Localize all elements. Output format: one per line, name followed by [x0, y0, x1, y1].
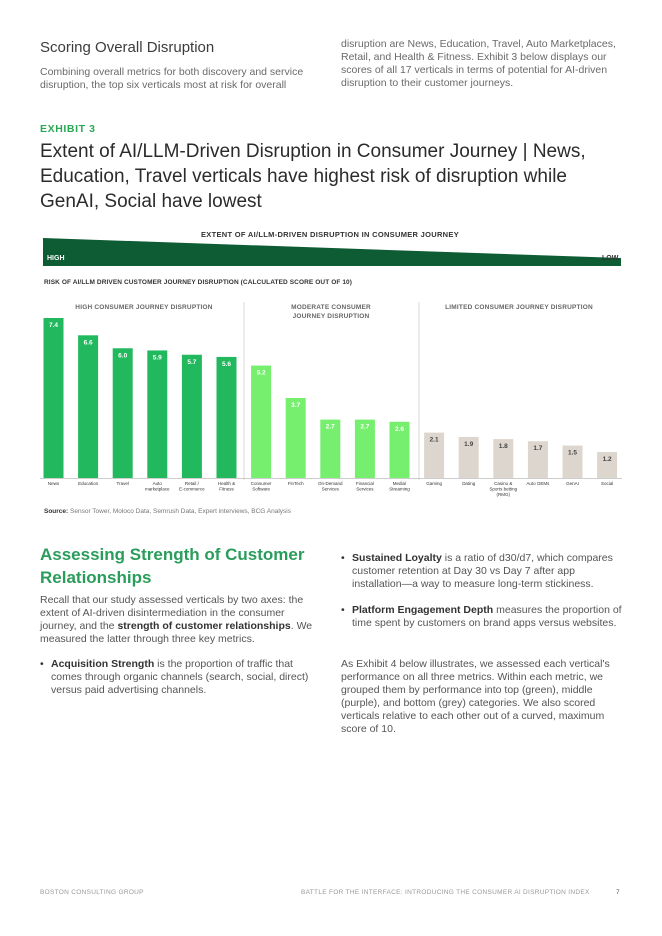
bullet-term: Sustained Loyalty	[352, 552, 442, 564]
group-title-high: HIGH CONSUMER JOURNEY DISRUPTION	[75, 304, 213, 311]
bullet-sustained-loyalty	[341, 552, 626, 592]
bar-value-label: 5.6	[221, 360, 232, 368]
group-title-moderate: MODERATE CONSUMER JOURNEY DISRUPTION	[291, 304, 371, 320]
recall-text-b: . We measured the latter through three key metrics.	[40, 620, 313, 645]
bar-value-label: 5.2	[256, 369, 266, 377]
recall-text-a: Recall that our study assessed verticals by two axes: the extent of AI-driven disintermediation in the consumer journey, and the	[40, 594, 304, 632]
recall-text-bold: strength of customer relationships	[117, 620, 291, 632]
bar	[44, 318, 64, 478]
bar-value-label: 1.5	[567, 449, 578, 457]
category-label: Casino & Sports betting (RMG)	[489, 481, 518, 497]
source-note	[44, 508, 291, 515]
bar-value-label: 6.6	[83, 339, 93, 347]
category-label: GenAI	[566, 481, 579, 486]
source-text: Sensor Tower, Moloco Data, Semrush Data, Expert interviews, BCG Analysis	[68, 508, 291, 515]
footer-report-title: BATTLE FOR THE INTERFACE: INTRODUCING THE CONSUMER AI DISRUPTION INDEX	[301, 889, 590, 896]
source-label: Source:	[44, 508, 69, 515]
bullet-text	[352, 552, 626, 591]
recall-paragraph	[40, 594, 315, 646]
bullet-description: is the proportion of traffic that comes through organic channels (search, social, direct) versus paid advertising channels.	[51, 658, 309, 696]
category-label: Media/ Streaming	[389, 481, 410, 492]
bar	[113, 348, 133, 478]
category-label: Social	[600, 481, 614, 486]
bullet-description: is a ratio of d30/d7, which compares customer retention at Day 30 vs Day 7 after app installation—a way to measure long-term stickiness.	[352, 552, 613, 590]
section-heading-assessing: Assessing Strength of Customer Relationships	[40, 545, 305, 587]
category-label: Financial Services	[355, 481, 374, 492]
category-label: Travel	[116, 481, 129, 486]
category-label: Health & Fitness	[217, 481, 236, 492]
bar-value-label: 2.1	[429, 436, 439, 444]
bullet-text	[51, 658, 320, 697]
bullet-dot: •	[341, 552, 345, 564]
bar-value-label: 2.6	[394, 425, 405, 433]
exhibit-label: EXHIBIT 3	[40, 123, 96, 135]
bullet-dot: •	[40, 658, 44, 670]
bar-value-label: 1.9	[464, 440, 474, 448]
bar-value-label: 3.7	[291, 402, 301, 409]
bar	[78, 335, 98, 478]
bar	[217, 357, 237, 478]
footer-org: BOSTON CONSULTING GROUP	[40, 889, 144, 896]
bullet-description: measures the proportion of time spent by customers on brand apps versus websites.	[352, 604, 622, 629]
category-label: Consumer Software	[250, 481, 272, 492]
bullet-term: Acquisition Strength	[51, 658, 155, 670]
category-label: On-Demand Services	[318, 481, 343, 492]
bar-value-label: 2.7	[360, 423, 370, 431]
bar-value-label: 1.7	[533, 445, 543, 453]
bullet-term: Platform Engagement Depth	[352, 604, 494, 616]
bar	[286, 398, 306, 478]
exhibit4-paragraph: As Exhibit 4 below illustrates, we assessed each vertical's performance on all three metrics. Within each metric, we grouped them by performance into top (green), middle (purple), and bottom (grey) categories. We also scored verticals relative to each other out of a curved, maximum score of 10.	[341, 658, 610, 735]
wedge-title: EXTENT OF AI/LLM-DRIVEN DISRUPTION IN CONSUMER JOURNEY	[200, 230, 460, 239]
bar-value-label: 1.8	[498, 443, 508, 451]
bar	[182, 355, 202, 478]
bar-value-label: 6.0	[118, 352, 128, 360]
section-heading-scoring: Scoring Overall Disruption	[40, 39, 215, 56]
category-label: Dating	[462, 481, 476, 486]
intro-paragraph-right: disruption are News, Education, Travel, Auto Marketplaces, Retail, and Health & Fitness. Exhibit 3 below displays our scores of all 17 verticals in terms of potential for AI-driven disruption to their customer journeys.	[341, 38, 616, 89]
category-label: Auto OEMs	[526, 481, 550, 486]
bar	[251, 366, 271, 478]
bar-value-label: 7.4	[48, 322, 59, 329]
category-label: FinTech	[287, 481, 304, 486]
bar-value-label: 1.2	[602, 456, 612, 464]
bar-value-label: 2.7	[325, 423, 335, 431]
exhibit-title: Extent of AI/LLM-Driven Disruption in Consumer Journey | News, Education, Travel verticals have highest risk of disruption while GenAI, Social have lowest	[40, 141, 586, 212]
bar-value-label: 5.9	[152, 354, 162, 362]
wedge-high-label: HIGH	[47, 255, 65, 262]
chart-title: RISK OF AI/LLM DRIVEN CUSTOMER JOURNEY DISRUPTION (CALCULATED SCORE OUT OF 10)	[44, 279, 353, 286]
category-label: Retail / E-commerce	[179, 481, 205, 492]
bullet-platform-engagement	[341, 604, 626, 644]
intro-paragraph-left: Combining overall metrics for both discovery and service disruption, the top six verticals most at risk for overall	[40, 66, 304, 91]
category-label: Gaming	[426, 481, 442, 486]
bar-value-label: 5.7	[187, 358, 197, 366]
page-number: 7	[616, 889, 620, 896]
bullet-acquisition-strength	[40, 658, 320, 698]
category-label: Auto marketplace	[145, 481, 170, 492]
category-label: Education	[78, 481, 99, 486]
bullet-text	[352, 604, 626, 630]
bullet-dot: •	[341, 604, 345, 616]
group-title-limited: LIMITED CONSUMER JOURNEY DISRUPTION	[445, 304, 593, 311]
wedge-low-label: LOW	[602, 255, 619, 262]
bar	[147, 350, 167, 478]
category-label: News	[47, 481, 60, 486]
